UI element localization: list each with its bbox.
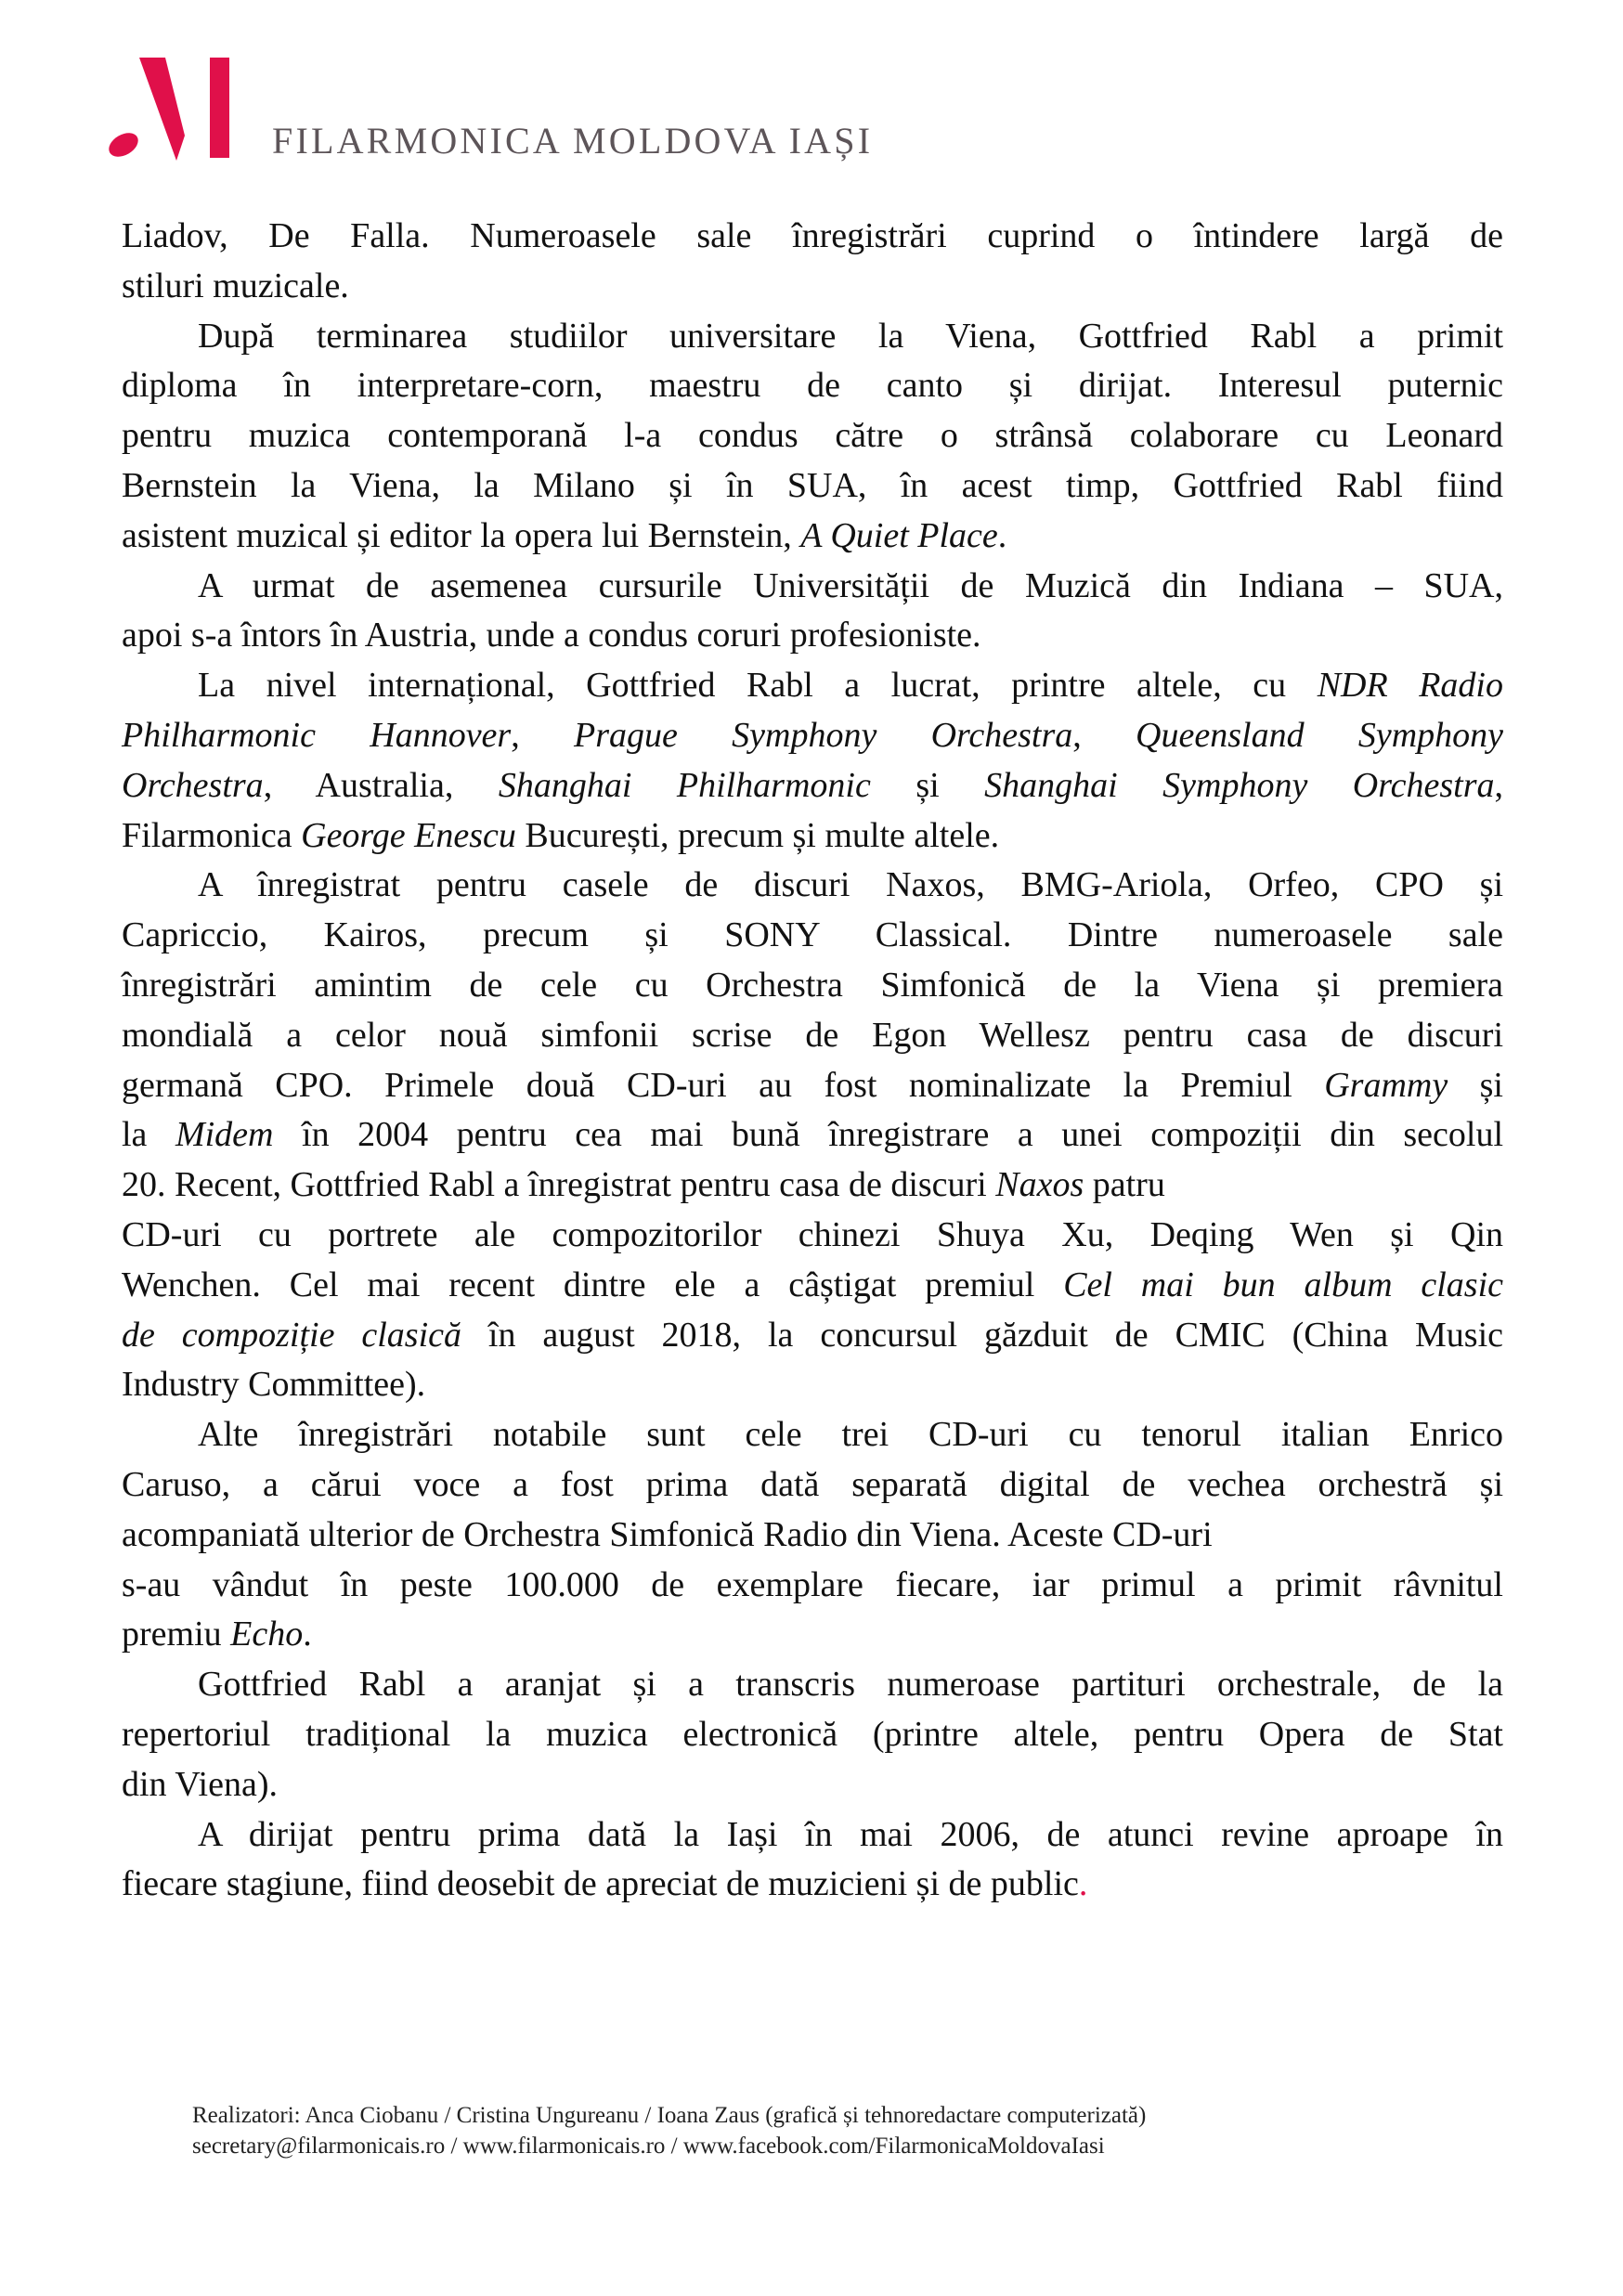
text: germană CPO. Primele două CD-uri au fost nominalizate la Premiul xyxy=(122,1065,1325,1105)
text: repertoriul tradițional la muzica electronică (printre altele, pentru Opera de Stat xyxy=(122,1714,1503,1754)
italic-text: Naxos xyxy=(995,1165,1084,1205)
text-line xyxy=(122,1110,1503,1161)
text: diploma în interpretare-corn, maestru de canto și dirijat. Interesul puternic xyxy=(122,366,1503,406)
text-line xyxy=(122,461,1503,512)
text: A înregistrat pentru casele de discuri Naxos, BMG-Ariola, Orfeo, CPO și xyxy=(198,865,1503,905)
text: patru xyxy=(1084,1165,1165,1205)
text: pentru muzica contemporană l-a condus către o strânsă colaborare cu Leonard xyxy=(122,416,1503,456)
italic-text: George Enescu xyxy=(301,815,516,855)
paragraph xyxy=(122,212,1503,312)
text: mondială a celor nouă simfonii scrise de Egon Wellesz pentru casa de discuri xyxy=(122,1015,1503,1055)
text-line xyxy=(122,1011,1503,1061)
text: Capriccio, Kairos, precum și SONY Classical. Dintre numeroasele sale xyxy=(122,915,1503,955)
text-line xyxy=(122,1860,1503,1910)
text: la xyxy=(122,1115,175,1155)
text: Bernstein la Viena, la Milano și în SUA, în acest timp, Gottfried Rabl fiind xyxy=(122,465,1503,505)
filarmonica-logo-icon xyxy=(102,54,241,165)
footer xyxy=(192,2100,1146,2161)
text-line xyxy=(122,611,1503,661)
text: fiecare stagiune, fiind deosebit de apreciat de muzicieni și de public xyxy=(122,1864,1079,1904)
text-line xyxy=(122,961,1503,1011)
italic-text: Philharmonic Hannover xyxy=(122,715,512,755)
text-line xyxy=(122,911,1503,961)
text: și xyxy=(1448,1065,1503,1105)
text-line xyxy=(122,562,1503,612)
italic-text: Orchestra xyxy=(122,765,264,805)
text-line xyxy=(122,1810,1503,1861)
text: . xyxy=(303,1615,312,1654)
text: La nivel internațional, Gottfried Rabl a lucrat, printre altele, cu xyxy=(198,666,1318,706)
text-line xyxy=(122,1610,1503,1660)
text: , Australia, xyxy=(263,765,499,805)
text-line xyxy=(122,361,1503,411)
text: înregistrări amintim de cele cu Orchestra Simfonică de la Viena și premiera xyxy=(122,965,1503,1005)
text: 20. Recent, Gottfried Rabl a înregistrat pentru casa de discuri xyxy=(122,1165,996,1205)
text-line xyxy=(122,661,1503,711)
text: apoi s-a întors în Austria, unde a condus coruri profesioniste. xyxy=(122,616,981,655)
text: A urmat de asemenea cursurile Universității de Muzică din Indiana – SUA, xyxy=(198,565,1503,605)
italic-text: Shanghai Symphony Orchestra xyxy=(984,765,1495,805)
text: s-au vândut în peste 100.000 de exemplare fiecare, iar primul a primit râvnitul xyxy=(122,1564,1503,1604)
text: acompaniată ulterior de Orchestra Simfonică Radio din Viena. Aceste CD-uri xyxy=(122,1514,1213,1554)
text: , xyxy=(511,715,574,755)
paragraph xyxy=(122,1660,1503,1810)
text: A dirijat pentru prima dată la Iași în mai 2006, de atunci revine aproape în xyxy=(198,1814,1503,1854)
document-body xyxy=(122,212,1503,1910)
text-line xyxy=(122,1211,1503,1261)
text: După terminarea studiilor universitare la Viena, Gottfried Rabl a primit xyxy=(198,316,1503,356)
text: Industry Committee). xyxy=(122,1365,426,1405)
organization-title: FILARMONICA MOLDOVA IAȘI xyxy=(272,120,874,162)
text: premiu xyxy=(122,1615,231,1654)
text-line xyxy=(122,1311,1503,1361)
paragraph xyxy=(122,861,1503,1410)
italic-text: Grammy xyxy=(1324,1065,1448,1105)
text: Caruso, a cărui voce a fost prima dată separată digital de vechea orchestră și xyxy=(122,1464,1503,1504)
text-line xyxy=(122,262,1503,312)
text: , xyxy=(1494,765,1503,805)
text-line xyxy=(122,1511,1503,1561)
text-line xyxy=(122,312,1503,362)
italic-text: Queensland Symphony xyxy=(1136,715,1504,755)
text-line xyxy=(122,1660,1503,1710)
italic-text: NDR Radio xyxy=(1317,666,1503,706)
text: Filarmonica xyxy=(122,815,302,855)
text: București, precum și multe altele. xyxy=(515,815,1000,855)
italic-text: Echo xyxy=(230,1615,304,1654)
footer-credits: Realizatori: Anca Ciobanu / Cristina Ungureanu / Ioana Zaus (grafică și tehnoredactare computerizată) xyxy=(192,2103,1147,2128)
paragraph xyxy=(122,562,1503,662)
text-line xyxy=(122,761,1503,811)
italic-text: A Quiet Place xyxy=(800,515,998,555)
text-line xyxy=(122,811,1503,862)
text: în august 2018, la concursul găzduit de CMIC (China Music xyxy=(461,1315,1503,1355)
text: și xyxy=(870,765,985,805)
footer-contacts: secretary@filarmonicais.ro / www.filarmonicais.ro / www.facebook.com/FilarmonicaMoldovaIasi xyxy=(192,2134,1105,2159)
text: . xyxy=(1078,1864,1088,1904)
paragraph xyxy=(122,1410,1503,1660)
text: stiluri muzicale. xyxy=(122,266,349,305)
text: Alte înregistrări notabile sunt cele trei CD-uri cu tenorul italian Enrico xyxy=(198,1415,1503,1455)
text-line xyxy=(122,411,1503,461)
text-line xyxy=(122,1760,1503,1810)
text-line xyxy=(122,212,1503,262)
italic-text: Cel mai bun album clasic xyxy=(1063,1265,1503,1304)
paragraph xyxy=(122,312,1503,562)
text: CD-uri cu portrete ale compozitorilor chinezi Shuya Xu, Deqing Wen și Qin xyxy=(122,1214,1503,1254)
paragraph xyxy=(122,1810,1503,1911)
text-line xyxy=(122,1261,1503,1311)
text: Wenchen. Cel mai recent dintre ele a câștigat premiul xyxy=(122,1265,1064,1304)
text-line xyxy=(122,512,1503,562)
text-line xyxy=(122,1460,1503,1511)
italic-text: Shanghai Philharmonic xyxy=(498,765,871,805)
text: în 2004 pentru cea mai bună înregistrare a unei compoziții din secolul xyxy=(273,1115,1503,1155)
text: din Viena). xyxy=(122,1764,278,1804)
text-line xyxy=(122,1561,1503,1611)
text-line xyxy=(122,1710,1503,1760)
text-line xyxy=(122,711,1503,761)
text: , xyxy=(1072,715,1136,755)
text-line xyxy=(122,1161,1503,1211)
text: . xyxy=(997,515,1007,555)
italic-text: Prague Symphony Orchestra xyxy=(574,715,1073,755)
text-line xyxy=(122,861,1503,911)
text-line xyxy=(122,1061,1503,1111)
paragraph xyxy=(122,661,1503,861)
text: Liadov, De Falla. Numeroasele sale înregistrări cuprind o întindere largă de xyxy=(122,216,1503,255)
text-line xyxy=(122,1360,1503,1410)
italic-text: Midem xyxy=(175,1115,274,1155)
italic-text: de compoziție clasică xyxy=(122,1315,461,1355)
text-line xyxy=(122,1410,1503,1460)
text: asistent muzical și editor la opera lui Bernstein, xyxy=(122,515,801,555)
text: Gottfried Rabl a aranjat și a transcris numeroase partituri orchestrale, de la xyxy=(198,1665,1503,1705)
